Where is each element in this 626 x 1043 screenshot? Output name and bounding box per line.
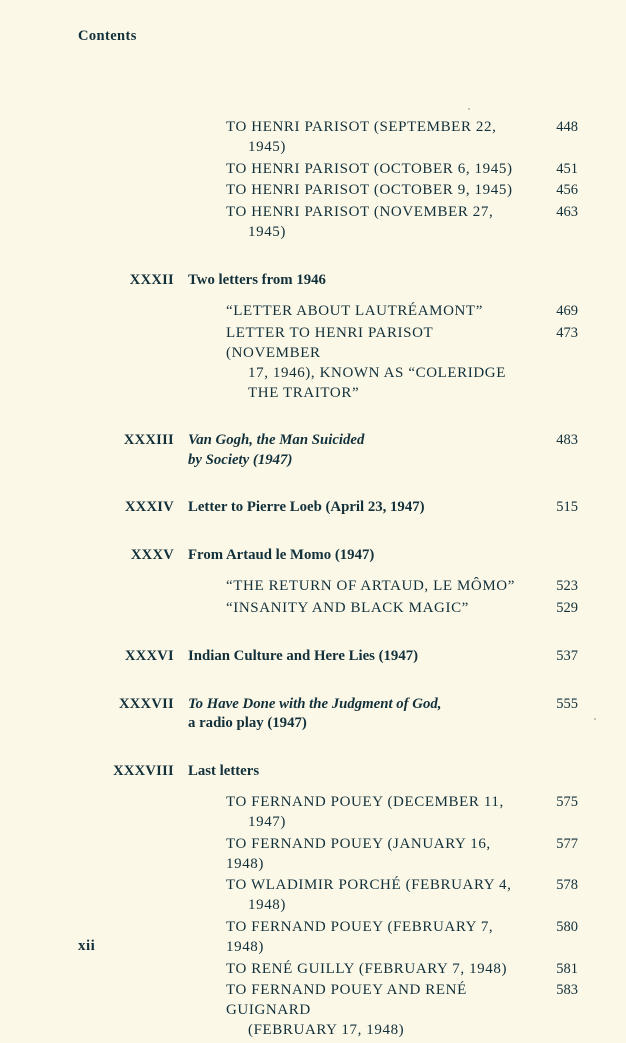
toc-chapter-title: Two letters from 1946	[188, 271, 326, 288]
toc-chapter-title: Letter to Pierre Loeb (April 23, 1947)	[188, 499, 425, 516]
toc-chapter-title	[174, 695, 534, 734]
toc-entry[interactable]	[78, 577, 578, 597]
spacer	[78, 783, 578, 793]
toc-group	[78, 431, 578, 470]
toc-entry-title-cont: 1945)	[248, 223, 286, 240]
toc-group	[78, 695, 578, 734]
toc-entry-title-cont: 1948)	[248, 897, 286, 914]
toc-chapter-title: Indian Culture and Here Lies (1947)	[188, 648, 419, 665]
toc-chapter-title-line1: Van Gogh, the Man Suicided	[188, 432, 365, 449]
toc-page-number: 463	[556, 204, 578, 221]
toc-roman: XXXII	[129, 271, 174, 288]
toc-group	[78, 118, 578, 243]
toc-entry[interactable]	[78, 981, 578, 1040]
toc-group	[78, 498, 578, 518]
toc-chapter-title-line2: by Society (1947)	[188, 451, 293, 468]
spacer	[78, 736, 578, 762]
toc-page-number: 473	[556, 325, 578, 342]
spacer	[78, 520, 578, 546]
toc-entry-title: TO FERNAND POUEY (DECEMBER 11,	[226, 794, 504, 811]
toc-group	[78, 546, 578, 619]
paper-speck	[594, 718, 596, 720]
toc-entry[interactable]	[78, 181, 578, 201]
toc-chapter[interactable]	[78, 498, 578, 518]
toc-chapter-title-text: From Artaud le Momo (1947)	[188, 546, 375, 563]
toc-entry-text	[174, 876, 534, 916]
toc-entry-title: TO HENRI PARISOT (OCTOBER 6, 1945)	[226, 160, 513, 177]
spacer	[78, 405, 578, 431]
spacer	[78, 567, 578, 577]
toc-roman: XXXVIII	[113, 762, 174, 779]
toc-page-number: 577	[556, 835, 578, 852]
table-of-contents	[78, 118, 578, 1043]
toc-roman: XXXV	[130, 546, 174, 563]
toc-page-number: 583	[556, 982, 578, 999]
toc-chapter-title-line1: To Have Done with the Judgment of God,	[188, 695, 442, 712]
toc-page-number: 578	[556, 877, 578, 894]
toc-chapter[interactable]	[78, 546, 578, 566]
toc-roman: XXXVI	[124, 648, 174, 665]
toc-page-number: 515	[556, 499, 578, 516]
toc-entry-text	[174, 160, 534, 180]
toc-entry-title: TO FERNAND POUEY AND RENÉ GUIGNARD	[226, 982, 467, 1019]
toc-entry-text	[174, 918, 534, 958]
toc-entry-title: TO HENRI PARISOT (OCTOBER 9, 1945)	[226, 182, 513, 199]
paper-speck	[468, 108, 470, 110]
spacer	[78, 245, 578, 271]
toc-entry-title-cont: 1945)	[248, 138, 286, 155]
toc-entry-text	[174, 203, 534, 243]
toc-entry[interactable]	[78, 918, 578, 958]
toc-page-number: 448	[556, 119, 578, 135]
spacer	[78, 292, 578, 302]
toc-entry-text	[174, 835, 534, 875]
toc-group	[78, 647, 578, 667]
toc-entry-title: “LETTER ABOUT LAUTRÉAMONT”	[226, 303, 483, 320]
toc-entry[interactable]	[78, 203, 578, 243]
toc-entry-title-cont: 17, 1946), KNOWN AS “COLERIDGE THE TRAITOR”	[248, 364, 506, 401]
toc-entry[interactable]	[78, 793, 578, 833]
toc-entry-text	[174, 181, 534, 201]
toc-entry-text	[174, 981, 534, 1040]
toc-entry-title: LETTER TO HENRI PARISOT (NOVEMBER	[226, 325, 434, 361]
spacer	[78, 472, 578, 498]
toc-page-number: 451	[556, 160, 578, 177]
toc-entry-title: “INSANITY AND BLACK MAGIC”	[226, 600, 469, 617]
toc-entry-title: TO HENRI PARISOT (NOVEMBER 27,	[226, 204, 494, 221]
toc-entry[interactable]	[78, 599, 578, 619]
toc-entry-text	[174, 577, 534, 597]
folio-number: xii	[78, 938, 96, 954]
toc-entry-text	[174, 302, 534, 322]
toc-page-number: 483	[556, 432, 578, 449]
toc-chapter[interactable]	[78, 431, 578, 470]
toc-chapter[interactable]	[78, 647, 578, 667]
toc-entry-text	[174, 324, 534, 403]
toc-page-number: 555	[556, 695, 578, 712]
toc-entry-title: TO WLADIMIR PORCHÉ (FEBRUARY 4,	[226, 877, 512, 894]
toc-page-number: 580	[556, 918, 578, 935]
toc-page-number: 469	[556, 303, 578, 320]
toc-page-number: 575	[556, 794, 578, 811]
toc-entry-title: TO RENÉ GUILLY (FEBRUARY 7, 1948)	[226, 960, 508, 977]
toc-entry[interactable]	[78, 324, 578, 403]
toc-entry-text	[174, 118, 534, 158]
toc-entry[interactable]	[78, 118, 578, 158]
toc-page-number: 581	[556, 960, 578, 977]
toc-chapter[interactable]	[78, 762, 578, 782]
toc-entry-text	[174, 599, 534, 619]
toc-entry[interactable]	[78, 876, 578, 916]
toc-chapter-title	[174, 431, 534, 470]
toc-entry[interactable]	[78, 160, 578, 180]
toc-roman: XXXIII	[123, 432, 174, 449]
toc-roman: XXXIV	[124, 499, 174, 516]
running-head: Contents	[78, 28, 137, 44]
toc-entry-title-cont: (FEBRUARY 17, 1948)	[248, 1021, 405, 1038]
toc-group	[78, 762, 578, 1041]
toc-page-number: 523	[556, 578, 578, 595]
toc-page-number: 529	[556, 600, 578, 617]
toc-chapter[interactable]	[78, 695, 578, 734]
toc-entry[interactable]	[78, 302, 578, 322]
toc-entry-title: “THE RETURN OF ARTAUD, LE MÔMO”	[226, 578, 515, 595]
toc-chapter-title: Last letters	[188, 762, 260, 779]
toc-entry[interactable]	[78, 835, 578, 875]
toc-entry-title-cont: 1947)	[248, 813, 286, 830]
toc-chapter-title-line2: a radio play (1947)	[188, 715, 307, 732]
toc-entry-title: TO FERNAND POUEY (FEBRUARY 7, 1948)	[226, 918, 494, 955]
toc-roman: XXXVII	[119, 695, 174, 712]
toc-chapter[interactable]	[78, 271, 578, 291]
toc-entry-title: TO FERNAND POUEY (JANUARY 16, 1948)	[226, 835, 491, 872]
toc-entry-title: TO HENRI PARISOT (SEPTEMBER 22,	[226, 119, 497, 135]
toc-chapter-title	[174, 546, 534, 566]
toc-page-number: 456	[556, 182, 578, 199]
toc-page-number: 537	[556, 648, 578, 665]
toc-entry-text	[174, 793, 534, 833]
spacer	[78, 669, 578, 695]
toc-entry-text	[174, 960, 534, 980]
toc-group	[78, 271, 578, 404]
toc-entry[interactable]	[78, 960, 578, 980]
spacer	[78, 621, 578, 647]
